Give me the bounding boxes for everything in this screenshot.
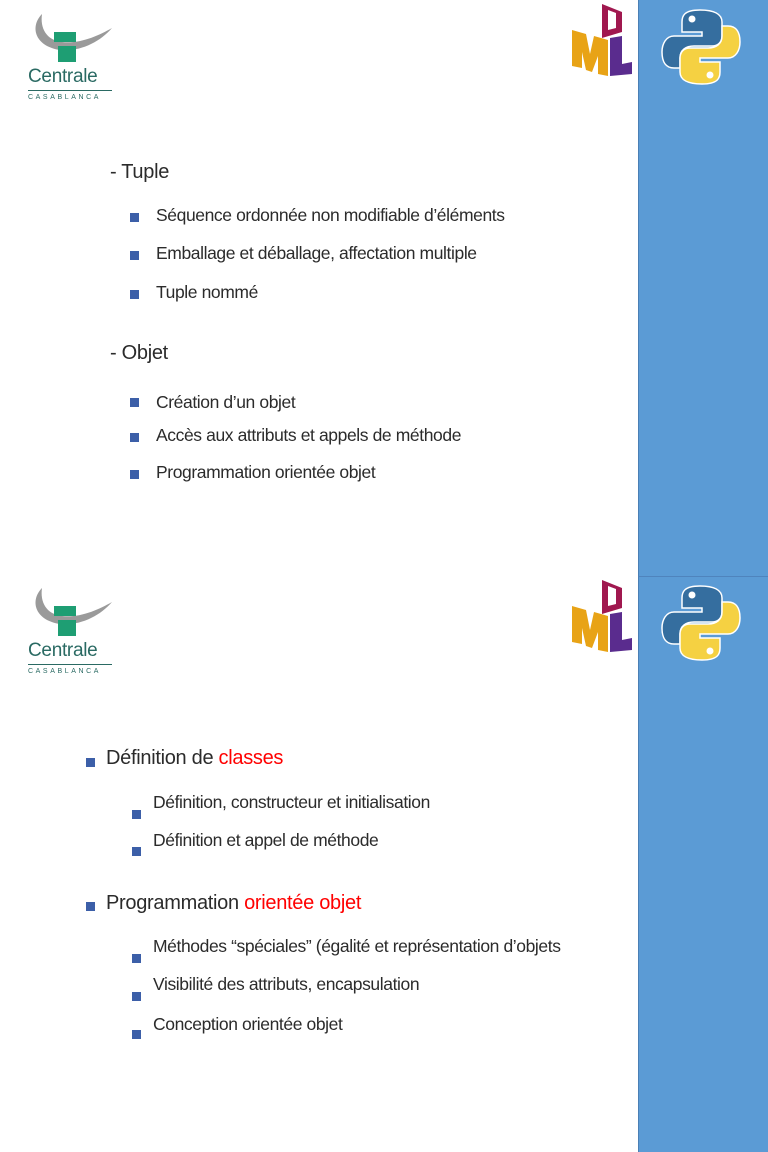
list-item: Accès aux attributs et appels de méthode	[156, 425, 462, 445]
list-item: Programmation orientée objet	[156, 462, 376, 482]
heading-text: Définition de	[106, 747, 219, 769]
heading-highlight: orientée objet	[244, 892, 362, 914]
heading-highlight: classes	[218, 747, 284, 769]
list-item: Définition, constructeur et initialisation	[153, 792, 430, 812]
square-bullet-icon	[130, 213, 139, 222]
square-bullet-icon	[86, 758, 95, 767]
uml-logo-icon	[568, 578, 634, 654]
logo-name: Centrale	[28, 640, 98, 661]
list-item: Méthodes “spéciales” (égalité et représentation d’objets	[153, 936, 561, 956]
heading-text: Programmation	[106, 892, 245, 914]
logo-divider	[28, 90, 112, 91]
logo-divider	[28, 664, 112, 665]
square-bullet-icon	[130, 251, 139, 260]
uml-logo-icon	[568, 2, 634, 78]
list-item: Visibilité des attributs, encapsulation	[153, 974, 420, 994]
list-item: Tuple nommé	[156, 282, 258, 302]
section-heading-objet: - Objet	[110, 342, 168, 364]
list-item: Conception orientée objet	[153, 1014, 343, 1034]
centrale-logo-icon	[20, 6, 130, 106]
square-bullet-icon	[130, 433, 139, 442]
section-heading-poo	[106, 892, 361, 915]
logo-subname: CASABLANCA	[28, 94, 102, 101]
python-logo-icon	[660, 6, 742, 88]
square-bullet-icon	[130, 290, 139, 299]
square-bullet-icon	[132, 992, 141, 1001]
square-bullet-icon	[132, 847, 141, 856]
python-logo-icon	[660, 582, 742, 664]
logo-name: Centrale	[28, 66, 98, 87]
square-bullet-icon	[86, 902, 95, 911]
square-bullet-icon	[130, 398, 139, 407]
list-item: Séquence ordonnée non modifiable d’éléments	[156, 205, 505, 225]
slide-2	[0, 576, 768, 1152]
list-item: Emballage et déballage, affectation multiple	[156, 243, 477, 263]
list-item: Définition et appel de méthode	[153, 830, 379, 850]
logo-subname: CASABLANCA	[28, 668, 102, 675]
section-heading-tuple: - Tuple	[110, 161, 170, 183]
square-bullet-icon	[132, 810, 141, 819]
square-bullet-icon	[130, 470, 139, 479]
centrale-logo-icon	[20, 580, 130, 680]
list-item: Création d’un objet	[156, 392, 296, 412]
section-heading-classes	[106, 747, 283, 770]
square-bullet-icon	[132, 954, 141, 963]
square-bullet-icon	[132, 1030, 141, 1039]
